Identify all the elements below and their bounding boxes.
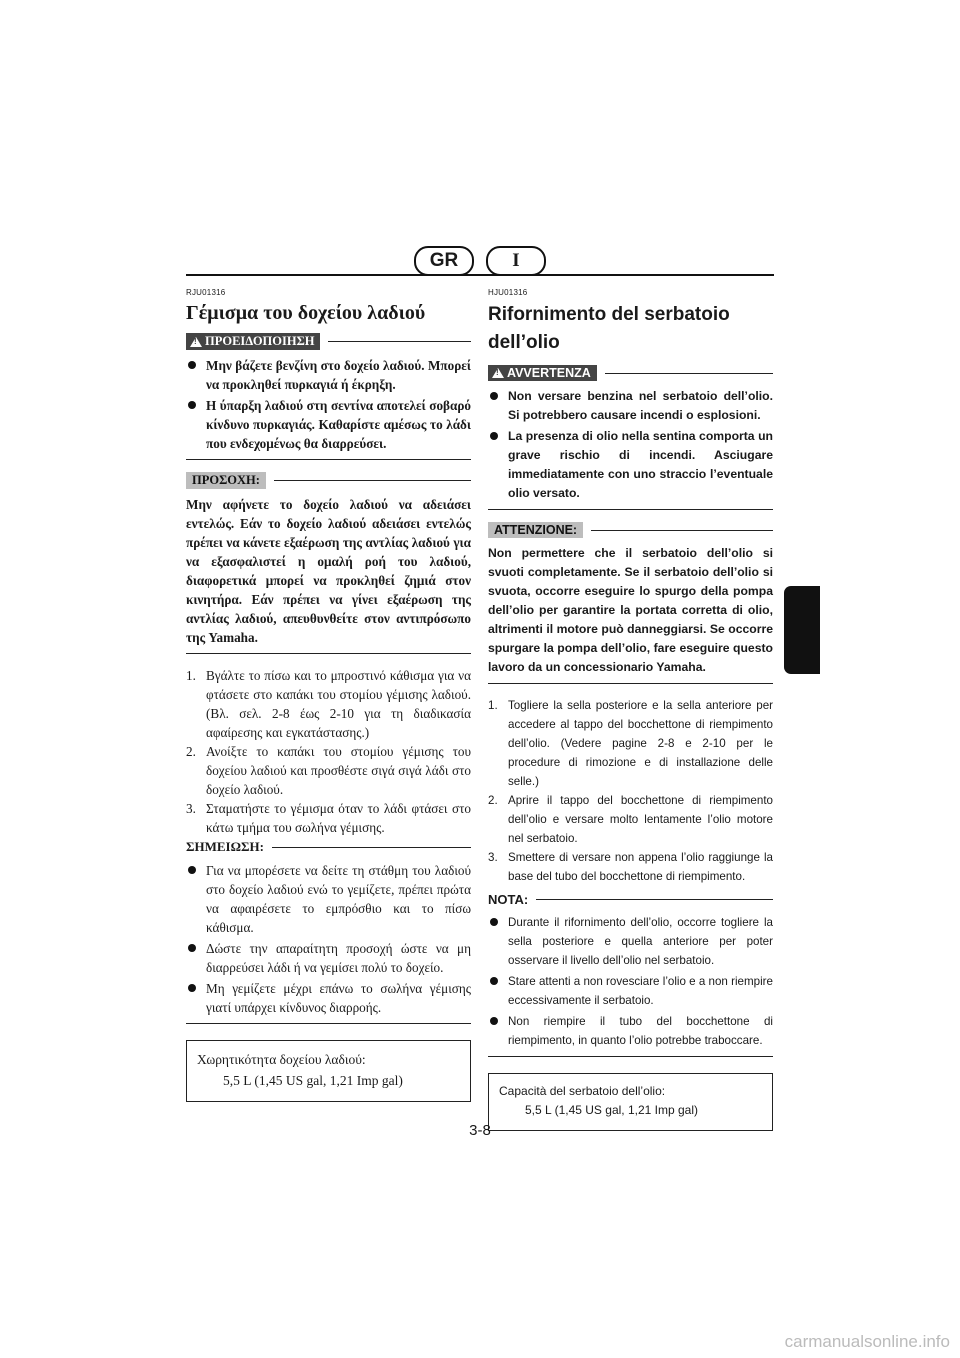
divider: [488, 509, 773, 510]
caution-text: Non permettere che il serbatoio dell’olio si svuoti completamente. Se il serbatoio dell’olio si svuota, occorre eseguire lo spurgo della pompa dell’olio per garantire la portata corretta di olio, altrimenti il motore può danneggiarsi. Se occorre spurgare la pompa dell’olio, fare eseguire questo lavoro da un concessionario Yamaha.: [488, 546, 773, 674]
step-text: Σταματήστε το γέμισμα όταν το λάδι φτάσει στο κάτω τμήμα του σωλήνα γέμισης.: [206, 801, 471, 835]
section-code: RJU01316: [186, 288, 226, 297]
divider: [605, 373, 773, 374]
language-badge-greek: GR: [414, 246, 474, 276]
note-list: [488, 913, 773, 1050]
warning-triangle-icon: [492, 368, 504, 378]
step-number: 3.: [488, 851, 498, 864]
note-item: Δώστε την απαραίτητη προσοχή ώστε να μη διαρρεύσει λάδι ή να γεμίσει πολύ το δοχείο.: [186, 939, 471, 977]
divider: [488, 683, 773, 684]
warning-item: Η ύπαρξη λαδιού στη σεντίνα αποτελεί σοβαρό κίνδυνο πυρκαγιάς. Καθαρίστε αμέσως το λάδι που ενδεχομένως θα διαρρεύσει.: [186, 396, 471, 453]
divider: [274, 480, 471, 481]
step-item: [186, 666, 471, 742]
warning-tag: [488, 365, 597, 381]
chapter-thumb-tab: [784, 586, 820, 674]
step-text: Ανοίξτε το καπάκι του στομίου γέμισης του δοχείου λαδιού και προσθέστε σιγά σιγά λάδι στο δοχείο λαδιού.: [206, 744, 471, 797]
steps-list: [186, 666, 471, 837]
note-header: [488, 892, 773, 907]
caution-label: ΠΡΟΣΟΧΗ:: [186, 472, 266, 489]
note-header: [186, 839, 471, 855]
watermark: carmanualsonline.info: [784, 1332, 950, 1351]
note-item: Non riempire il tubo del bocchettone di riempimento, in quanto l’olio potrebbe traboccare.: [488, 1012, 773, 1050]
divider: [328, 341, 471, 342]
step-text: Aprire il tappo del bocchettone di riempimento dell’olio e versare molto lentamente l’olio motore nel serbatoio.: [508, 794, 773, 845]
divider: [186, 1023, 471, 1024]
warning-item: Μην βάζετε βενζίνη στο δοχείο λαδιού. Μπορεί να προκληθεί πυρκαγιά ή έκρηξη.: [186, 356, 471, 394]
warning-list: [186, 356, 471, 453]
spec-box: [186, 1040, 471, 1102]
step-number: 1.: [488, 699, 498, 712]
note-item: Durante il rifornimento dell’olio, occorre togliere la sella posteriore e quella anteriore per poter osservare il livello dell’olio nel serbatoio.: [488, 913, 773, 970]
warning-header: [186, 333, 471, 350]
divider: [536, 899, 773, 900]
step-number: 3.: [186, 801, 196, 816]
section-title: Rifornimento del serbatoio dell’olio: [488, 304, 730, 353]
divider: [272, 847, 471, 848]
warning-triangle-icon: [190, 337, 202, 347]
step-item: [488, 791, 773, 848]
step-text: Βγάλτε το πίσω και το μπροστινό κάθισμα για να φτάσετε στο καπάκι του στομίου γέμισης λαδιού. (Βλ. σελ. 2-8 έως 2-10 για τη διαδικασία αφαίρεσης και εγκατάστασης.): [206, 668, 471, 740]
step-item: [186, 742, 471, 799]
caution-header: [186, 472, 471, 489]
spec-label: Capacità del serbatoio dell’olio:: [499, 1084, 666, 1098]
warning-item: La presenza di olio nella sentina comporta un grave rischio di incendi. Asciugare immediatamente con uno straccio l’eventuale olio versato.: [488, 427, 773, 503]
divider: [186, 459, 471, 460]
page-header: [186, 246, 774, 276]
note-label: NOTA:: [488, 892, 529, 907]
italian-column: [488, 288, 773, 1131]
warning-tag: [186, 333, 320, 350]
note-list: [186, 861, 471, 1017]
caution-label: ATTENZIONE:: [488, 522, 583, 538]
note-item: Μη γεμίζετε μέχρι επάνω το σωλήνα γέμισης γιατί υπάρχει κίνδυνος διαρροής.: [186, 979, 471, 1017]
caution-header: [488, 522, 773, 538]
note-item: Stare attenti a non rovesciare l’olio e a non riempire eccessivamente il serbatoio.: [488, 972, 773, 1010]
page-number: 3-8: [469, 1122, 491, 1139]
divider: [591, 530, 773, 531]
note-label: ΣΗΜΕΙΩΣΗ:: [186, 839, 264, 854]
step-item: [488, 848, 773, 886]
spec-value: 5,5 L (1,45 US gal, 1,21 Imp gal): [525, 1103, 698, 1117]
section-title: Γέμισμα του δοχείου λαδιού: [186, 302, 426, 324]
note-item: Για να μπορέσετε να δείτε τη στάθμη του λαδιού στο δοχείο λαδιού ενώ το γεμίζετε, πρέπει πρώτα να αφαιρέσετε το εμπρόσθιο και το πίσω κάθισμα.: [186, 861, 471, 937]
warning-list: [488, 387, 773, 503]
step-text: Togliere la sella posteriore e la sella anteriore per accedere al tappo del bocchettone di riempimento dell’olio. (Vedere pagine 2-8 e 2-10 per le procedure di rimozione e di installazione delle selle.): [508, 699, 773, 788]
steps-list: [488, 696, 773, 886]
spec-value: 5,5 L (1,45 US gal, 1,21 Imp gal): [223, 1073, 403, 1088]
warning-item: Non versare benzina nel serbatoio dell’olio. Si potrebbero causare incendi o esplosioni.: [488, 387, 773, 425]
caution-text: Μην αφήνετε το δοχείο λαδιού να αδειάσει εντελώς. Εάν το δοχείο λαδιού αδειάσει εντελώς πρέπει να κάνετε εξαέρωση της αντλίας λαδιού για να εξασφαλιστεί η ομαλή ροή του λαδιού, διαφορετικά μπορεί να προκληθεί ζημιά στον κινητήρα. Εάν πρέπει να γίνει εξαέρωση της αντλίας λαδιού, απευθυνθείτε στον αντιπρόσωπο της Yamaha.: [186, 497, 471, 645]
header-rule: [186, 274, 774, 276]
step-item: [186, 799, 471, 837]
step-number: 1.: [186, 668, 196, 683]
warning-label: AVVERTENZA: [507, 366, 591, 380]
greek-column: [186, 288, 471, 1102]
spec-label: Χωρητικότητα δοχείου λαδιού:: [197, 1052, 366, 1067]
divider: [186, 653, 471, 654]
section-code: HJU01316: [488, 288, 528, 297]
warning-label: ΠΡΟΕΙΔΟΠΟΙΗΣΗ: [205, 334, 315, 348]
language-badge-italian: I: [486, 246, 546, 276]
step-text: Smettere di versare non appena l’olio raggiunge la base del tubo del bocchettone di riempimento.: [508, 851, 773, 883]
divider: [488, 1056, 773, 1057]
step-number: 2.: [488, 794, 498, 807]
warning-header: [488, 365, 773, 381]
step-item: [488, 696, 773, 791]
step-number: 2.: [186, 744, 196, 759]
